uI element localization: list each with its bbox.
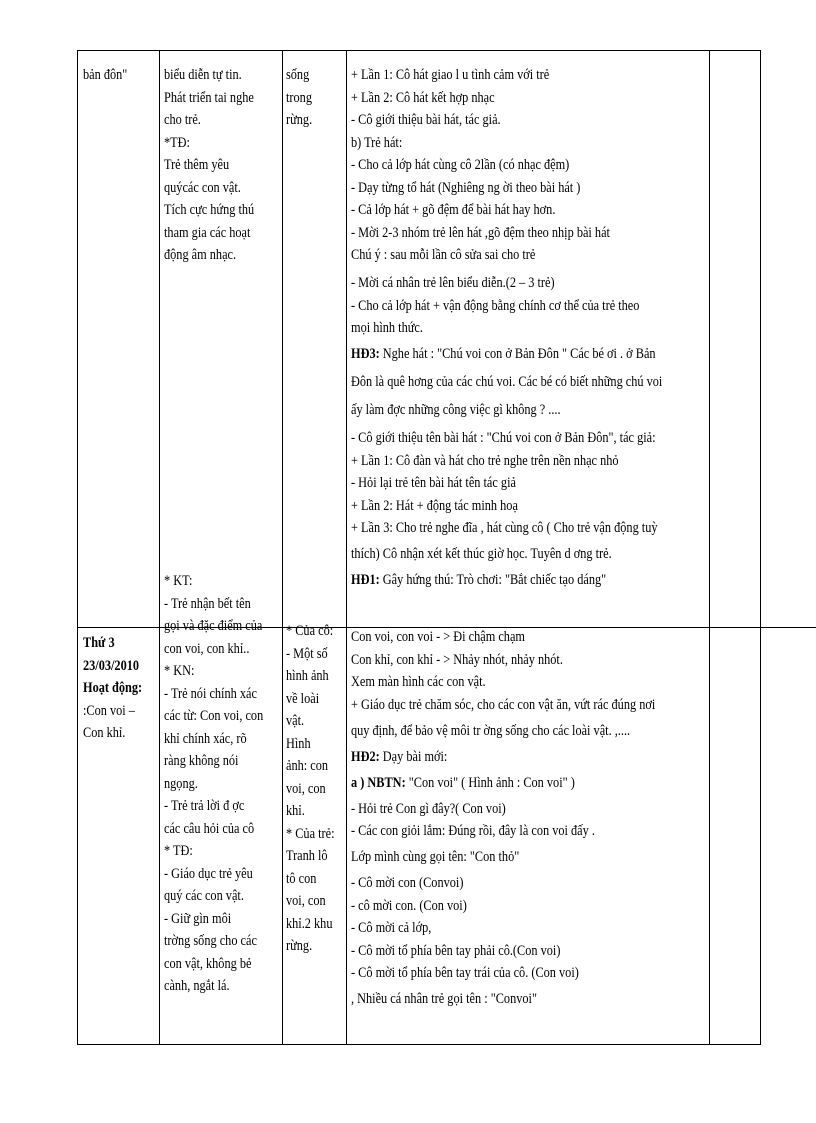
- text-line: hình ảnh: [286, 668, 329, 684]
- text-line: Phát triển tai nghe: [164, 89, 254, 106]
- text-line: - cô mời con. (Con voi): [351, 897, 467, 914]
- text-line: - Cô giới thiệu bài hát, tác giả.: [351, 112, 501, 128]
- text-line: ràng không nói: [164, 753, 239, 769]
- text-line: * Của trẻ:: [286, 825, 335, 842]
- row1-objectives-cell: [164, 64, 254, 267]
- row1-day-cell: [83, 64, 127, 87]
- text-line: Con khỉ, con khỉ - > Nhảy nhót, nhảy nhót.: [351, 651, 563, 668]
- column-divider-2: [282, 50, 283, 1045]
- text-line: voi, con: [286, 893, 326, 909]
- text-line: Chú ý : sau mỗi lần cô sửa sai cho trẻ: [351, 247, 536, 263]
- text-line: * Của cô:: [286, 623, 334, 639]
- text-line: Trẻ thêm yêu: [164, 157, 230, 173]
- text-line: cho trẻ.: [164, 112, 201, 128]
- text-line: + Lần 2: Cô hát kết hợp nhạc: [351, 89, 495, 106]
- text-line: khỉ.2 khu: [286, 915, 333, 932]
- text-line: * KN:: [164, 663, 195, 679]
- text-line: biểu diễn tự tin.: [164, 67, 242, 83]
- text-line: trong: [286, 89, 312, 106]
- text-line: tham gia các hoạt: [164, 224, 251, 241]
- text-line: - Hỏi lại trẻ tên bài hát tên tác giả: [351, 475, 516, 491]
- text-line: - Hỏi trẻ Con gì đây?( Con voi): [351, 800, 506, 817]
- text-line: khỉ chính xác, rõ: [164, 730, 247, 747]
- text-line: - Trẻ nhận bết tên: [164, 595, 251, 612]
- text-line: + Lần 2: Hát + động tác minh hoạ: [351, 497, 518, 514]
- row2-activities-cell: [351, 626, 655, 1011]
- text-line: , Nhiều cá nhân trẻ gọi tên : "Convoi": [351, 991, 537, 1007]
- text-line: gọi và đặc điểm của: [164, 618, 263, 634]
- table-right-border: [760, 50, 761, 1045]
- column-divider-1: [159, 50, 160, 1045]
- text-line: b) Trẻ hát:: [351, 134, 403, 151]
- row2-objectives-cell: [164, 615, 263, 998]
- text-line: ấy làm đợc những công việc gì không ? ....: [351, 402, 561, 418]
- text-line: Tích cực hứng thú: [164, 202, 255, 218]
- text-line: * KT:: [164, 573, 193, 589]
- text-line: + Lần 1: Cô đàn và hát cho trẻ nghe trên nền nhạc nhỏ: [351, 452, 619, 469]
- text-line: - Một số: [286, 645, 328, 662]
- text-line: Lớp mình cùng gọi tên: "Con thỏ": [351, 849, 520, 865]
- text-line: - Dạy từng tổ hát (Nghiêng ng ời theo bài hát ): [351, 179, 581, 196]
- text-line: - Trẻ nói chính xác: [164, 685, 257, 702]
- text-line: các câu hỏi của cô: [164, 820, 255, 837]
- text-line: - Cô giới thiệu tên bài hát : "Chú voi con ở Bản Đôn", tác giả:: [351, 430, 656, 446]
- text-line: HĐ2: Dạy bài mới:: [351, 748, 448, 765]
- text-line: quýcác con vật.: [164, 179, 241, 196]
- text-line: HĐ3: Nghe hát : "Chú voi con ở Bản Đôn " Các bé ơi . ở Bản: [351, 346, 656, 362]
- text-line: - Cô mời tổ phía bên tay phải cô.(Con voi): [351, 942, 561, 959]
- text-line: tô con: [286, 870, 317, 887]
- text-line: động âm nhạc.: [164, 247, 237, 263]
- text-line: :Con voi –: [83, 702, 135, 719]
- text-line: - Các con giỏi lắm: Đúng rồi, đây là con voi đấy .: [351, 823, 595, 839]
- row1-preparation-cell: [286, 64, 312, 132]
- text-line: voi, con: [286, 780, 326, 797]
- text-line: - Cả lớp hát + gõ đệm để bài hát hay hơn.: [351, 202, 556, 218]
- row1-objectives-bottom: [164, 570, 251, 615]
- text-line: Con voi, con voi - > Đi chậm chạm: [351, 629, 525, 645]
- text-line: thích) Cô nhận xét kết thúc giờ học. Tuyên d ơng trẻ.: [351, 546, 612, 562]
- text-line: mọi hình thức.: [351, 320, 423, 336]
- text-line: - Cho cả lớp hát + vận động bằng chính cơ thể của trẻ theo: [351, 297, 640, 314]
- table-bottom-border: [77, 1044, 761, 1045]
- text-line: quý các con vật.: [164, 888, 244, 904]
- text-line: *TĐ:: [164, 134, 190, 151]
- text-line: rừng.: [286, 938, 313, 954]
- text-line: - Giữ gìn môi: [164, 910, 232, 927]
- text-line: a ) NBTN: "Con voi" ( Hình ảnh : Con voi" ): [351, 774, 575, 791]
- text-line: - Cô mời cả lớp,: [351, 920, 432, 936]
- text-line: Đôn là quê hơng của các chú voi. Các bé có biết những chú voi: [351, 374, 663, 390]
- text-line: + Lần 3: Cho trẻ nghe đĩa , hát cùng cô ( Cho trẻ vận động tuỳ: [351, 520, 658, 536]
- row2-preparation-cell: [286, 620, 335, 958]
- table-left-border: [77, 50, 78, 1045]
- text-line: + Lần 1: Cô hát giao l u tình cảm với trẻ: [351, 67, 550, 83]
- text-line: cành, ngắt lá.: [164, 978, 230, 994]
- text-line: + Giáo dục trẻ chăm sóc, cho các con vật ăn, vứt rác đúng nơi: [351, 696, 656, 713]
- text-line: 23/03/2010: [83, 657, 140, 674]
- text-line: sống: [286, 67, 310, 83]
- text-line: Con khỉ.: [83, 725, 126, 741]
- row1-activities-cell: [351, 64, 662, 592]
- text-line: khỉ.: [286, 803, 305, 819]
- text-line: - Cho cả lớp hát cùng cô 2lần (có nhạc đệm): [351, 157, 570, 173]
- text-line: Tranh lô: [286, 848, 328, 864]
- text-line: các từ: Con voi, con: [164, 708, 264, 724]
- text-line: * TĐ:: [164, 843, 193, 859]
- text-line: ảnh: con: [286, 758, 329, 774]
- row2-day-cell: [83, 632, 142, 745]
- text-line: - Cô mời tổ phía bên tay trái của cô. (Con voi): [351, 965, 579, 981]
- text-line: - Cô mời con (Convoi): [351, 875, 464, 891]
- text-line: trờng sống cho các: [164, 933, 257, 949]
- text-line: rừng.: [286, 112, 313, 128]
- column-divider-3: [346, 50, 347, 1045]
- column-divider-4: [709, 50, 710, 1045]
- text-line: ngọng.: [164, 775, 198, 792]
- table-top-border: [77, 50, 761, 51]
- text-line: - Mời 2-3 nhóm trẻ lên hát ,gõ đệm theo nhịp bài hát: [351, 224, 610, 241]
- text-line: Thứ 3: [83, 635, 115, 651]
- text-line: - Trẻ trả lời đ ợc: [164, 798, 245, 814]
- text-line: HĐ1: Gây hứng thú: Trò chơi: "Bắt chiếc tạo dáng": [351, 572, 607, 588]
- text-line: bản đôn": [83, 67, 128, 83]
- text-line: con voi, con khỉ..: [164, 640, 250, 657]
- text-line: - Mời cá nhân trẻ lên biểu diễn.(2 – 3 trẻ): [351, 275, 555, 291]
- text-line: quy định, để bảo vệ môi tr ờng sống cho các loài vật. ,....: [351, 722, 631, 739]
- text-line: con vật, không bẻ: [164, 955, 252, 972]
- text-line: Hoạt động:: [83, 680, 143, 696]
- text-line: về loài: [286, 690, 320, 707]
- text-line: Xem màn hình các con vật.: [351, 674, 486, 690]
- text-line: Hình: [286, 735, 311, 752]
- text-line: - Giáo dục trẻ yêu: [164, 865, 253, 882]
- text-line: vật.: [286, 713, 305, 729]
